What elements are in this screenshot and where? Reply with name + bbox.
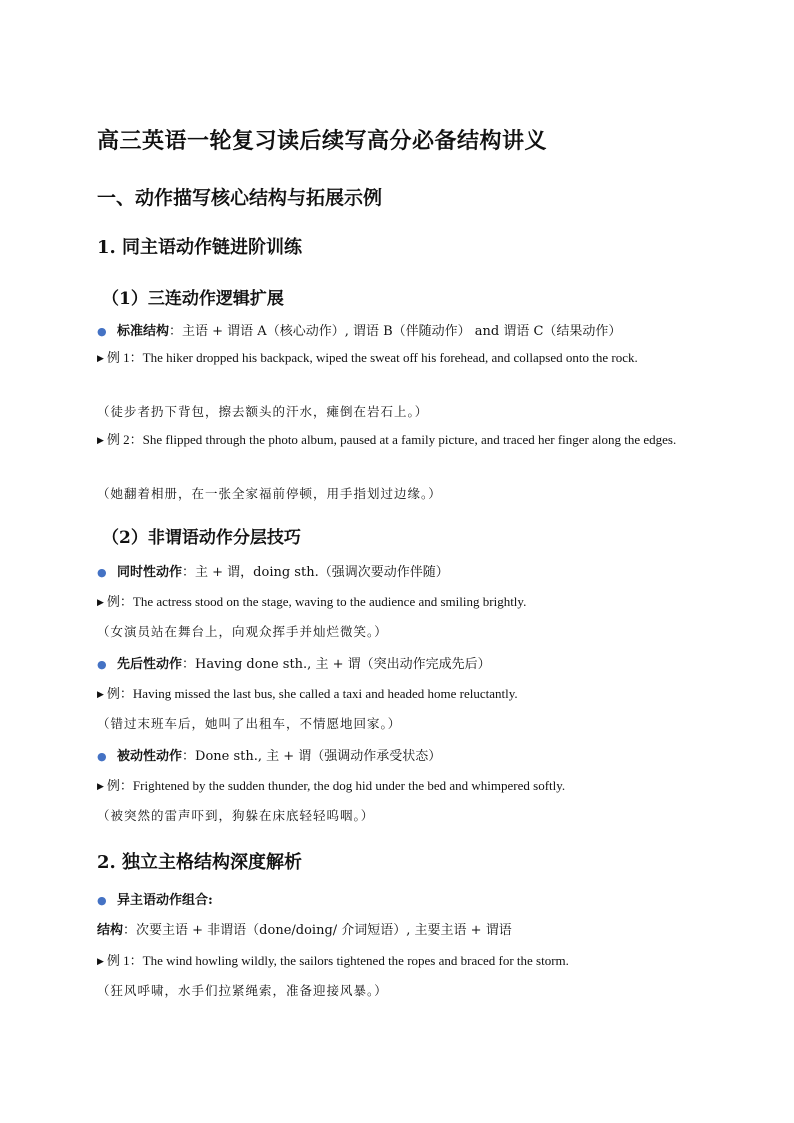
example-absolute-1 — [97, 950, 569, 969]
example-passive — [97, 775, 565, 794]
example-text: 例 2：She flipped through the photo album, paused at a family picture, and traced her finger along the edges. — [106, 432, 677, 447]
example-simultaneous — [97, 591, 526, 610]
bullet-text: ：主 + 谓，doing sth.（强调次要动作伴随） — [182, 565, 449, 580]
section-heading-1: 一、动作描写核心结构与拓展示例 — [97, 187, 383, 209]
bullet-dot-icon: ● — [97, 894, 107, 907]
example-2-translation: （她翻着相册，在一张全家福前停顿，用手指划过边缘。） — [97, 486, 442, 501]
example-text: 例：The actress stood on the stage, waving to the audience and smiling brightly. — [106, 594, 527, 609]
structure-label: 结构 — [97, 923, 124, 938]
bullet-absolute — [97, 889, 213, 908]
triangle-bullet-icon: ▶ — [97, 782, 104, 792]
bullet-passive — [97, 745, 441, 764]
example-passive-translation: （被突然的雷声吓到，狗躲在床底轻轻呜咽。） — [97, 808, 375, 823]
bullet-label: 被动性动作 — [117, 749, 183, 764]
bullet-dot-icon: ● — [97, 658, 107, 671]
bullet-label: 异主语动作组合: — [117, 893, 213, 908]
bullet-label: 先后性动作 — [117, 657, 183, 672]
triangle-bullet-icon: ▶ — [97, 354, 104, 364]
bullet-sequential — [97, 653, 491, 672]
example-text: 例 1：The hiker dropped his backpack, wiped the sweat off his forehead, and collapsed onto the rock. — [106, 350, 638, 365]
triangle-bullet-icon: ▶ — [97, 957, 104, 967]
subsection-heading-2: 2. 独立主格结构深度解析 — [97, 852, 303, 873]
bullet-text: ：Having done sth., 主 + 谓（突出动作完成先后） — [182, 657, 491, 672]
bullet-text: ：Done sth., 主 + 谓（强调动作承受状态） — [182, 749, 442, 764]
example-sequential-translation: （错过末班车后，她叫了出租车，不情愿地回家。） — [97, 716, 402, 731]
example-text: 例：Having missed the last bus, she called a taxi and headed home reluctantly. — [106, 686, 518, 701]
example-1 — [97, 347, 697, 371]
part-heading-1: （1）三连动作逻辑扩展 — [102, 289, 284, 309]
structure-line — [97, 919, 512, 938]
example-text: 例 1：The wind howling wildly, the sailors tightened the ropes and braced for the storm. — [106, 953, 569, 968]
page-title: 高三英语一轮复习读后续写高分必备结构讲义 — [97, 128, 548, 154]
part-heading-2: （2）非谓语动作分层技巧 — [102, 528, 301, 548]
triangle-bullet-icon: ▶ — [97, 598, 104, 608]
bullet-dot-icon: ● — [97, 750, 107, 763]
example-text: 例：Frightened by the sudden thunder, the dog hid under the bed and whimpered softly. — [106, 778, 566, 793]
bullet-standard-structure — [97, 320, 621, 339]
bullet-label: 标准结构 — [117, 324, 170, 339]
example-sequential — [97, 683, 518, 702]
bullet-dot-icon: ● — [97, 325, 107, 338]
example-1-translation: （徒步者扔下背包，擦去额头的汗水，瘫倒在岩石上。） — [97, 404, 429, 419]
subsection-heading-1: 1. 同主语动作链进阶训练 — [97, 237, 303, 258]
triangle-bullet-icon: ▶ — [97, 690, 104, 700]
bullet-text: ：主语 + 谓语 A（核心动作）, 谓语 B（伴随动作） and 谓语 C（结果动作） — [169, 324, 622, 339]
triangle-bullet-icon: ▶ — [97, 436, 104, 446]
bullet-label: 同时性动作 — [117, 565, 183, 580]
structure-text: ：次要主语 + 非谓语（done/doing/ 介词短语）, 主要主语 + 谓语 — [123, 923, 512, 938]
example-absolute-1-translation: （狂风呼啸，水手们拉紧绳索，准备迎接风暴。） — [97, 983, 388, 998]
example-2 — [97, 429, 697, 453]
example-simultaneous-translation: （女演员站在舞台上，向观众挥手并灿烂微笑。） — [97, 624, 388, 639]
bullet-dot-icon: ● — [97, 566, 107, 579]
bullet-simultaneous — [97, 561, 449, 580]
